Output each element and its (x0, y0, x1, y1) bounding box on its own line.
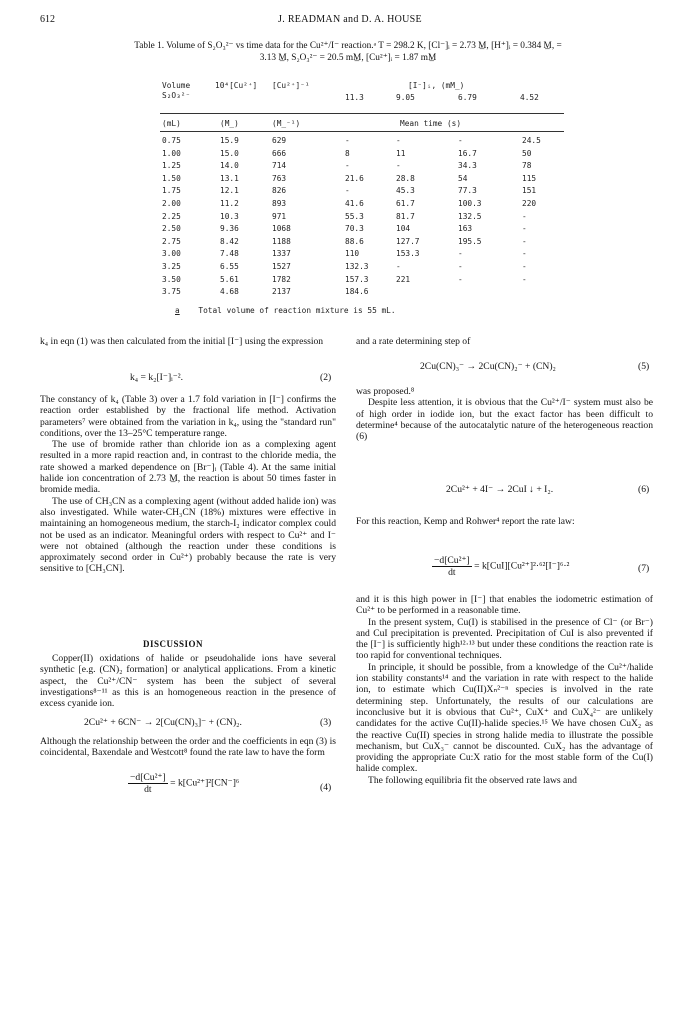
th-thiosulfate: S₂O₃²⁻ (162, 91, 191, 100)
left-col-discussion (40, 653, 336, 709)
table-cell: 1782 (272, 274, 291, 284)
th-sub-2: 9.05 (396, 93, 415, 102)
table-cell: - (458, 262, 463, 271)
left-col-p1: k₄ in eqn (1) was then calculated from the initial [I⁻] using the expression (40, 336, 324, 347)
table-row (160, 136, 564, 149)
table-cell: 21.6 (345, 173, 364, 183)
equation-2: k₄ = k₂[I⁻]ᵢ⁻². (130, 372, 184, 383)
table-cell: 81.7 (396, 211, 415, 221)
paragraph: and it is this high power in [I⁻] that enables the iodometric estimation of Cu²⁺ to be performed in a reasonable time. (356, 594, 653, 617)
table-cell: 24.5 (522, 136, 541, 145)
table-cell: 1.00 (162, 148, 181, 158)
table-cell: 2137 (272, 287, 291, 297)
equation-7-fraction: $\frac{\text{−d[Cu²⁺]}}{dt}$ (434, 555, 470, 578)
table-cell: 195.5 (458, 236, 482, 246)
table-cell: 2.50 (162, 224, 181, 234)
paragraph: Despite less attention, it is obvious that the Cu²⁺/I⁻ system must also be of high order in iodide ion, but the exact factor has been difficult to determine⁴ because of the autocatalytic nature of the heterogeneous reaction (6) (356, 397, 653, 443)
equation-2-number: (2) (320, 372, 332, 383)
table-cell: 104 (396, 224, 411, 234)
paragraph: was proposed.⁸ (356, 386, 415, 397)
table-cell: 54 (458, 173, 468, 183)
table-cell: 15.9 (220, 136, 239, 145)
table-cell: 163 (458, 224, 473, 234)
table-cell: 221 (396, 274, 411, 284)
table-cell: 971 (272, 211, 287, 221)
th-mean-time: Mean time (s) (400, 119, 462, 128)
th-cu-inverse: [Cu²⁺]⁻¹ (272, 81, 310, 90)
table-cell: - (522, 211, 527, 221)
th-sub-4: 4.52 (520, 93, 539, 102)
table-cell: 3.00 (162, 249, 181, 259)
table-cell: - (458, 136, 463, 145)
table-cell: 3.50 (162, 274, 181, 284)
table-row (160, 237, 564, 250)
table-cell: - (396, 136, 401, 145)
left-col-body (40, 394, 336, 575)
data-table (160, 79, 564, 299)
table-cell: - (458, 274, 463, 284)
caption-line-1: Table 1. Volume of S₂O₃²⁻ vs time data for the Cu²⁺/I⁻ reaction.ᵃ T = 298.2 K, [Cl⁻]ᵢ = 2.73 M̲, [H⁺]ᵢ = 0.384 M̲, = (134, 41, 562, 51)
table-cell: 666 (272, 148, 287, 158)
table-cell: - (522, 236, 527, 246)
table-cell: 3.25 (162, 262, 181, 271)
equation-3: 2Cu²⁺ + 6CN⁻ → 2[Cu(CN)₃]⁻ + (CN)₂. (84, 717, 242, 728)
table-cell: - (345, 186, 350, 196)
table-cell: 11.2 (220, 199, 239, 208)
equation-7-rhs: = k[CuI][Cu²⁺]²·⁶²[I⁻]⁶·² (474, 560, 570, 572)
table-row (160, 199, 564, 212)
caption-line-2: 3.13 M̲, S₂O₃²⁻ = 20.5 mM̲, [Cu²⁺]ᵢ = 1.87 mM̲ (259, 53, 437, 63)
table-row (160, 287, 564, 300)
table-cell: 61.7 (396, 199, 415, 208)
table-cell: 110 (345, 249, 360, 259)
table-cell: 8 (345, 148, 350, 158)
table-cell: 34.3 (458, 161, 477, 171)
section-heading: DISCUSSION (143, 639, 204, 649)
table-cell: 8.42 (220, 236, 239, 246)
table-cell: 45.3 (396, 186, 415, 196)
th-volume: Volume (162, 81, 191, 90)
page-number: 612 (40, 14, 55, 25)
th-unit-m: (M̲) (220, 119, 239, 128)
table-cell: 1527 (272, 262, 291, 271)
table-cell: 184.6 (345, 287, 369, 297)
table-cell: 100.3 (458, 199, 482, 208)
equation-5: 2Cu(CN)₃⁻ → 2Cu(CN)₂⁻ + (CN)₂ (420, 361, 556, 372)
table-rule (160, 131, 564, 132)
table-cell: 826 (272, 186, 287, 196)
table-cell: 13.1 (220, 173, 239, 183)
table-cell: 50 (522, 148, 532, 158)
table-cell: 7.48 (220, 249, 239, 259)
right-col-p1: and a rate determining step of (356, 336, 471, 347)
table-cell: 9.36 (220, 224, 239, 234)
running-title: J. READMAN and D. A. HOUSE (278, 14, 422, 25)
equation-3-number: (3) (320, 717, 332, 728)
table-cell: 77.3 (458, 186, 477, 196)
table-footnote (175, 306, 396, 315)
table-cell: 6.55 (220, 262, 239, 271)
table-cell: 115 (522, 173, 537, 183)
equation-7-number: (7) (638, 563, 650, 574)
right-col-p4: For this reaction, Kemp and Rohwer⁴ report the rate law: (356, 516, 575, 527)
table-cell: 5.61 (220, 274, 239, 284)
equation-7 (432, 555, 569, 578)
equation-5-number: (5) (638, 361, 650, 372)
table-cell: 763 (272, 173, 287, 183)
equation-6-number: (6) (638, 484, 650, 495)
table-cell: 1068 (272, 224, 291, 234)
table-cell: 55.3 (345, 211, 364, 221)
th-unit-ml: (mL) (162, 119, 181, 128)
table-cell: 16.7 (458, 148, 477, 158)
table-cell: 78 (522, 161, 532, 171)
equation-4 (128, 772, 239, 795)
left-col-p6: Although the relationship between the order and the coefficients in eqn (3) is coincidental, Baxendale and Westcott⁸ found the rate law to have the form (40, 736, 336, 759)
table-cell: 0.75 (162, 136, 181, 145)
th-sub-3: 6.79 (458, 93, 477, 102)
table-cell: 1.50 (162, 173, 181, 183)
table-row (160, 212, 564, 225)
table-cell: 15.0 (220, 148, 239, 158)
equation-6: 2Cu²⁺ + 4I⁻ → 2CuI ↓ + I₂. (446, 484, 554, 495)
table-cell: 714 (272, 161, 287, 171)
table-row (160, 249, 564, 262)
table-row (160, 186, 564, 199)
table-cell: 1188 (272, 236, 291, 246)
table-cell: 153.3 (396, 249, 420, 259)
paragraph: The use of bromide rather than chloride ion as a complexing agent resulted in a more rapid reaction and, in contrast to the chloride media, the rate showed a marked dependence on [Br⁻]ᵢ (Table 4). At the same initial halide ion concentration of 2.73 M̲, the reaction is about 50 times faster in bromide media. (40, 439, 336, 496)
table-cell: 3.75 (162, 287, 181, 297)
table-row (160, 149, 564, 162)
table-cell: 157.3 (345, 274, 369, 284)
table-cell: 11 (396, 148, 406, 158)
equation-4-number: (4) (320, 782, 332, 793)
table-cell: 41.6 (345, 199, 364, 208)
table-row (160, 262, 564, 275)
table-cell: - (522, 262, 527, 271)
table-cell: 629 (272, 136, 287, 145)
table-cell: 151 (522, 186, 537, 196)
table-cell: 2.00 (162, 199, 181, 208)
table-cell: 2.75 (162, 236, 181, 246)
right-col-p2 (356, 386, 653, 442)
th-sub-1: 11.3 (345, 93, 364, 102)
table-cell: - (345, 161, 350, 171)
paragraph: The use of CH₃CN as a complexing agent (without added halide ion) was also investigated. While water-CH₃CN (18%) mixtures were effective in maintaining an homogeneous medium, the starch-I₂ indicator complex could not be used as an indicator. Meaningful orders with respect to Cu²⁺ and I⁻ were not obtained (although the reaction under these conditions is approximately second order in Cu²⁺) probably because the rate is very sensitive to [CH₃CN]. (40, 495, 336, 575)
table-row (160, 275, 564, 288)
table-rule (160, 113, 564, 114)
table-cell: 127.7 (396, 236, 420, 246)
table-cell: 4.68 (220, 287, 239, 297)
paragraph: In principle, it should be possible, from a knowledge of the Cu²⁺/halide ion stability constants¹⁴ and the variation in rate with respect to the halide ion, to estimate which Cu(II)Xₙ²⁻ⁿ species is involved in the rate determining step. Unfortunately, the results of our calculations are inconclusive but it is obvious that Cu²⁺, CuX⁺ and CuX₄²⁻ are unlikely candidates for the active Cu(II)-halide species.¹⁵ We have chosen CuX₂ as the reactive Cu(II) species in strong halide media to illustrate the possible mechanism, but CuX₃⁻ cannot be discounted. CuX₂ has the advantage of providing the appropriate Cu:X ratio for the most stable form of the Cu(I) halide complex. (356, 661, 653, 775)
right-col-body (356, 594, 653, 786)
table-cell: - (345, 136, 350, 145)
table-cell: 70.3 (345, 224, 364, 234)
table-cell: 132.5 (458, 211, 482, 221)
table-cell: 1.75 (162, 186, 181, 196)
equation-4-rhs: = k[Cu²⁺]²[CN⁻]⁶ (170, 777, 240, 789)
table-cell: - (396, 262, 401, 271)
equation-4-fraction: $\frac{\text{−d[Cu²⁺]}}{dt}$ (130, 772, 166, 795)
table-cell: 14.0 (220, 161, 239, 171)
table-row (160, 161, 564, 174)
table-cell: 2.25 (162, 211, 181, 221)
th-cu-conc: 10⁴[Cu²⁺] (215, 81, 258, 90)
paragraph: The constancy of k₄ (Table 3) over a 1.7 fold variation in [I⁻] confirms the reaction order established by the fractional life method. Activation parameters⁷ were obtained from the variation in k₄, using the "standard run" conditions, over the 13–25°C temperature range. (40, 394, 336, 439)
table-row (160, 174, 564, 187)
th-iodide-group: [I⁻]ᵢ, (mM̲) (408, 81, 465, 90)
table-cell: - (522, 224, 527, 234)
table-row (160, 224, 564, 237)
paragraph: The following equilibria fit the observed rate laws and (368, 774, 577, 786)
table-cell: 12.1 (220, 186, 239, 196)
footnote-text: Total volume of reaction mixture is 55 mL. (198, 306, 396, 315)
table-caption (88, 40, 608, 64)
th-unit-m-inv: (M̲⁻¹) (272, 119, 301, 128)
paragraph: Copper(II) oxidations of halide or pseudohalide ions have several synthetic [e.g. (CN)₂ formation] or analytical applications. From a kinetic aspect, the Cu²⁺/CN⁻ system has been the subject of several investigations⁸⁻¹¹ as this is an homogeneous reaction in the presence of excess cyanide ion. (40, 653, 336, 710)
table-cell: 28.8 (396, 173, 415, 183)
table-cell: 1337 (272, 249, 291, 259)
table-cell: 88.6 (345, 236, 364, 246)
table-cell: 220 (522, 199, 537, 208)
running-header (40, 14, 660, 30)
table-cell: 132.3 (345, 262, 369, 271)
table-cell: - (396, 161, 401, 171)
table-cell: 1.25 (162, 161, 181, 171)
table-cell: - (522, 249, 527, 259)
table-cell: - (522, 274, 527, 284)
footnote-mark: a (175, 306, 180, 315)
table-cell: 893 (272, 199, 287, 208)
table-cell: 10.3 (220, 211, 239, 221)
table-cell: - (458, 249, 463, 259)
paragraph: In the present system, Cu(I) is stabilised in the presence of Cl⁻ (or Br⁻) and CuI precipitation is prevented. Precipitation of CuI is also prevented if the [I⁻] is sufficiently high¹²·¹³ but under these conditions the reaction rate is too rapid for conventional techniques. (356, 616, 653, 662)
